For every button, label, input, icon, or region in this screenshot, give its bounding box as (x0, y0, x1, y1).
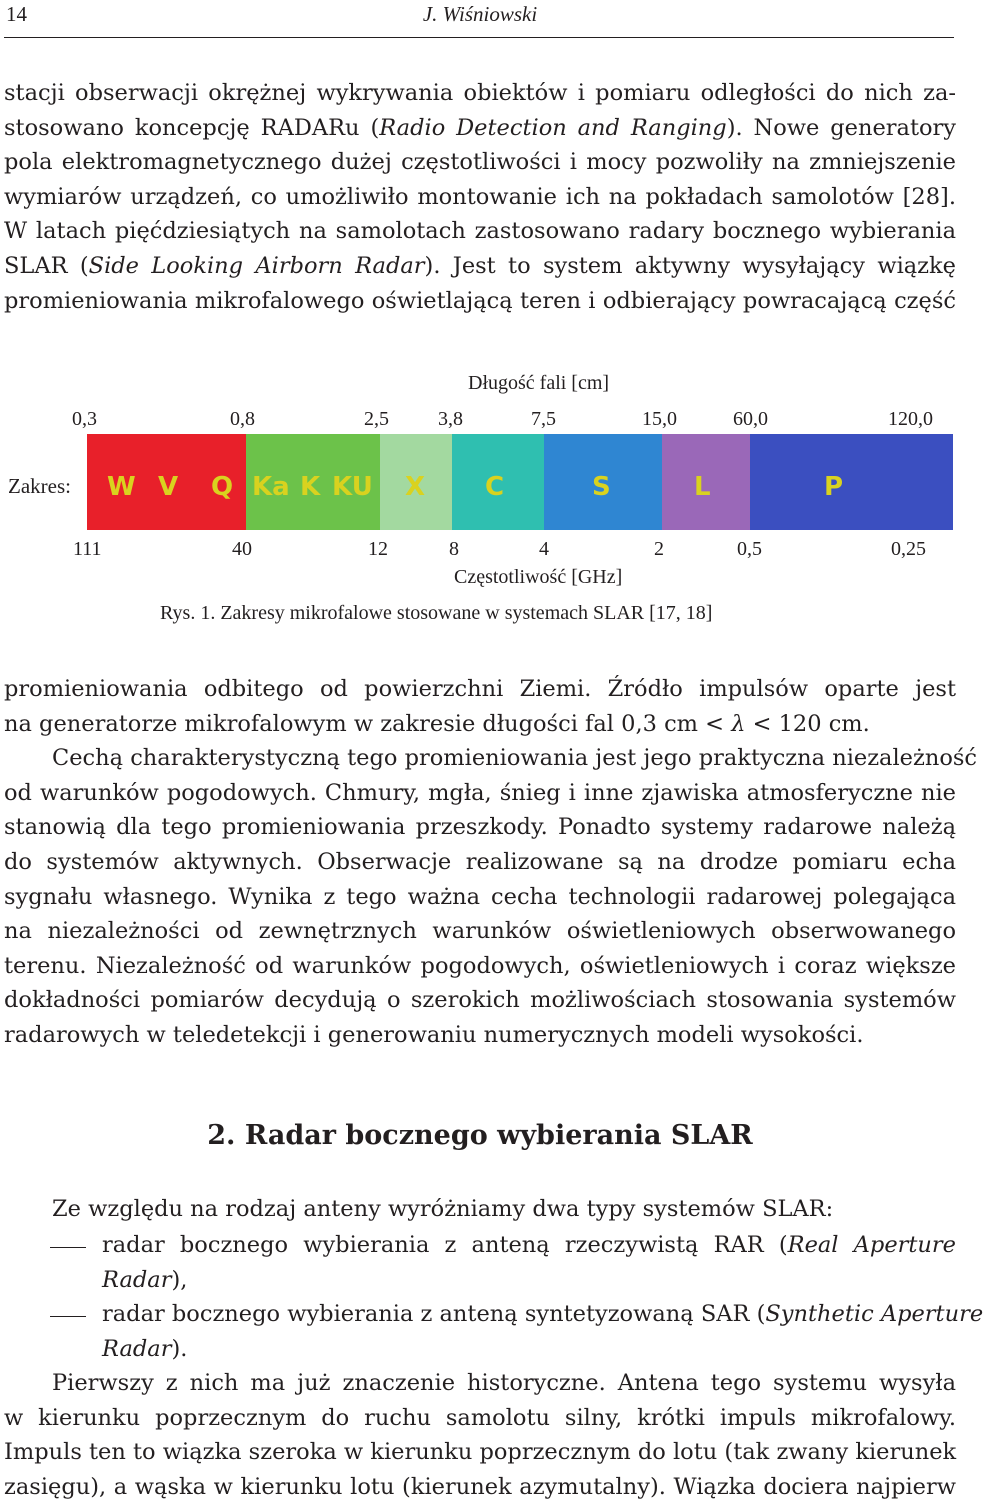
frequency-tick: 111 (73, 538, 102, 560)
text-line: Pierwszy z nich ma już znaczenie historyczne. Antena tego systemu wysyła (52, 1370, 956, 1396)
text-line: w kierunku poprzecznym do ruchu samolotu silny, krótki impuls mikrofalowy. (4, 1404, 956, 1431)
text-line: stosowano koncepcję RADARu (Radio Detection and Ranging). Nowe generatory (4, 114, 956, 141)
page-header (0, 0, 960, 36)
band-p (750, 434, 953, 530)
band-label: W (107, 472, 136, 502)
frequency-tick: 40 (232, 538, 252, 560)
italic-term: Radar (102, 1335, 172, 1362)
text-line: na generatorze mikrofalowym w zakresie długości fal 0,3 cm < λ < 120 cm. (4, 710, 870, 737)
band-label: KU (332, 472, 373, 502)
header-rule (4, 37, 954, 38)
italic-term: Real Aperture (787, 1232, 956, 1258)
text-line: pola elektromagnetycznego dużej częstotliwości i mocy pozwoliły na zmniejszenie (4, 149, 956, 176)
text-line: W latach pięćdziesiątych na samolotach zastosowano radary bocznego wybierania (4, 218, 956, 245)
paragraph-body (4, 672, 978, 1053)
list-intro: Ze względu na rodzaj anteny wyróżniamy dwa typy systemów SLAR: (52, 1196, 834, 1222)
list-item: radar bocznego wybierania z anteną syntetyzowaną SAR (Synthetic Aperture Radar). (102, 1301, 983, 1362)
frequency-tick: 2 (654, 538, 664, 560)
text-line: Cechą charakterystyczną tego promieniowania jest jego praktyczna niezależność (52, 745, 978, 772)
band-label: V (158, 472, 179, 502)
section-heading: 2. Radar bocznego wybierania SLAR (207, 1120, 753, 1151)
frequency-tick: 8 (449, 538, 459, 560)
wavelength-tick: 15,0 (642, 408, 677, 430)
list-bullet-dash (50, 1316, 86, 1317)
frequency-tick: 4 (539, 538, 549, 560)
wavelength-tick: 2,5 (364, 408, 389, 430)
frequency-tick: 0,5 (737, 538, 762, 560)
band-label: K (300, 472, 321, 502)
text-line: promieniowania mikrofalowego oświetlającą teren i odbierający powracającą część (4, 287, 956, 314)
wavelength-tick: 60,0 (733, 408, 768, 430)
frequency-tick: 0,25 (891, 538, 926, 560)
text-line: sygnału własnego. Wynika z tego ważna cecha technologii radarowej polegająca (4, 883, 956, 910)
wavelength-tick: 0,3 (72, 408, 97, 430)
list-item: radar bocznego wybierania z anteną rzeczywistą RAR (Real Aperture Radar), (102, 1232, 956, 1293)
wavelength-tick: 120,0 (888, 408, 933, 430)
wavelength-tick: 3,8 (438, 408, 463, 430)
text-line: SLAR (Side Looking Airborn Radar). Jest to system aktywny wysyłający wiązkę (4, 252, 956, 279)
text-line: Impuls ten to wiązka szeroka w kierunku poprzecznym do lotu (tak zwany kierunek (4, 1439, 957, 1466)
paragraph-closing (4, 1366, 956, 1504)
text-line: od warunków pogodowych. Chmury, mgła, śnieg i inne zjawiska atmosferyczne nie (4, 779, 956, 806)
frequency-axis-title: Częstotliwość [GHz] (454, 566, 623, 588)
italic-term: Radio Detection and Ranging (379, 114, 727, 141)
text-line: wymiarów urządzeń, co umożliwiło montowanie ich na pokładach samolotów [28]. (4, 183, 956, 210)
band-label: Ka (252, 472, 290, 502)
running-head: J. Wiśniowski (422, 2, 538, 26)
figure-caption: Rys. 1. Zakresy mikrofalowe stosowane w systemach SLAR [17, 18] (160, 602, 713, 624)
band-label: P (824, 472, 844, 502)
text-line: radarowych w teledetekcji i generowaniu numerycznych modeli wysokości. (4, 1021, 864, 1048)
lambda-symbol: λ (731, 710, 746, 737)
text-line: stanowią dla tego promieniowania przeszkody. Ponadto systemy radarowe należą (4, 814, 956, 841)
frequency-tick: 12 (368, 538, 388, 560)
text-line: dokładności pomiarów decydują o szerokich możliwościach stosowania systemów (4, 987, 956, 1014)
italic-term: Synthetic Aperture (765, 1301, 983, 1327)
band-label: C (485, 472, 505, 502)
band-label: Q (211, 472, 234, 502)
italic-term: Radar (102, 1266, 172, 1293)
band-label: X (405, 472, 426, 502)
page-number: 14 (6, 2, 27, 26)
text-line: promieniowania odbitego od powierzchni Ziemi. Źródło impulsów oparte jest (4, 676, 956, 702)
text-line: do systemów aktywnych. Obserwacje realizowane są na drodze pomiaru echa (4, 848, 956, 875)
italic-term: Side Looking Airborn Radar (88, 252, 425, 279)
text-line: na niezależności od zewnętrznych warunków oświetleniowych obserwowanego (4, 918, 956, 945)
list-bullet-dash (50, 1247, 86, 1248)
text-line: zasięgu), a wąska w kierunku lotu (kierunek azymutalny). Wiązka dociera najpierw (4, 1473, 956, 1500)
band-label: L (694, 472, 711, 502)
wavelength-axis-title: Długość fali [cm] (468, 372, 610, 394)
paragraph-intro (4, 76, 956, 318)
wavelength-tick: 7,5 (531, 408, 556, 430)
wavelength-tick: 0,8 (230, 408, 255, 430)
text-line: terenu. Niezależność od warunków pogodowych, oświetleniowych i coraz większe (4, 952, 956, 979)
range-label: Zakres: (8, 474, 71, 498)
text-line: stacji obserwacji okrężnej wykrywania obiektów i pomiaru odległości do nich za- (4, 80, 956, 106)
band-label: S (592, 472, 611, 502)
